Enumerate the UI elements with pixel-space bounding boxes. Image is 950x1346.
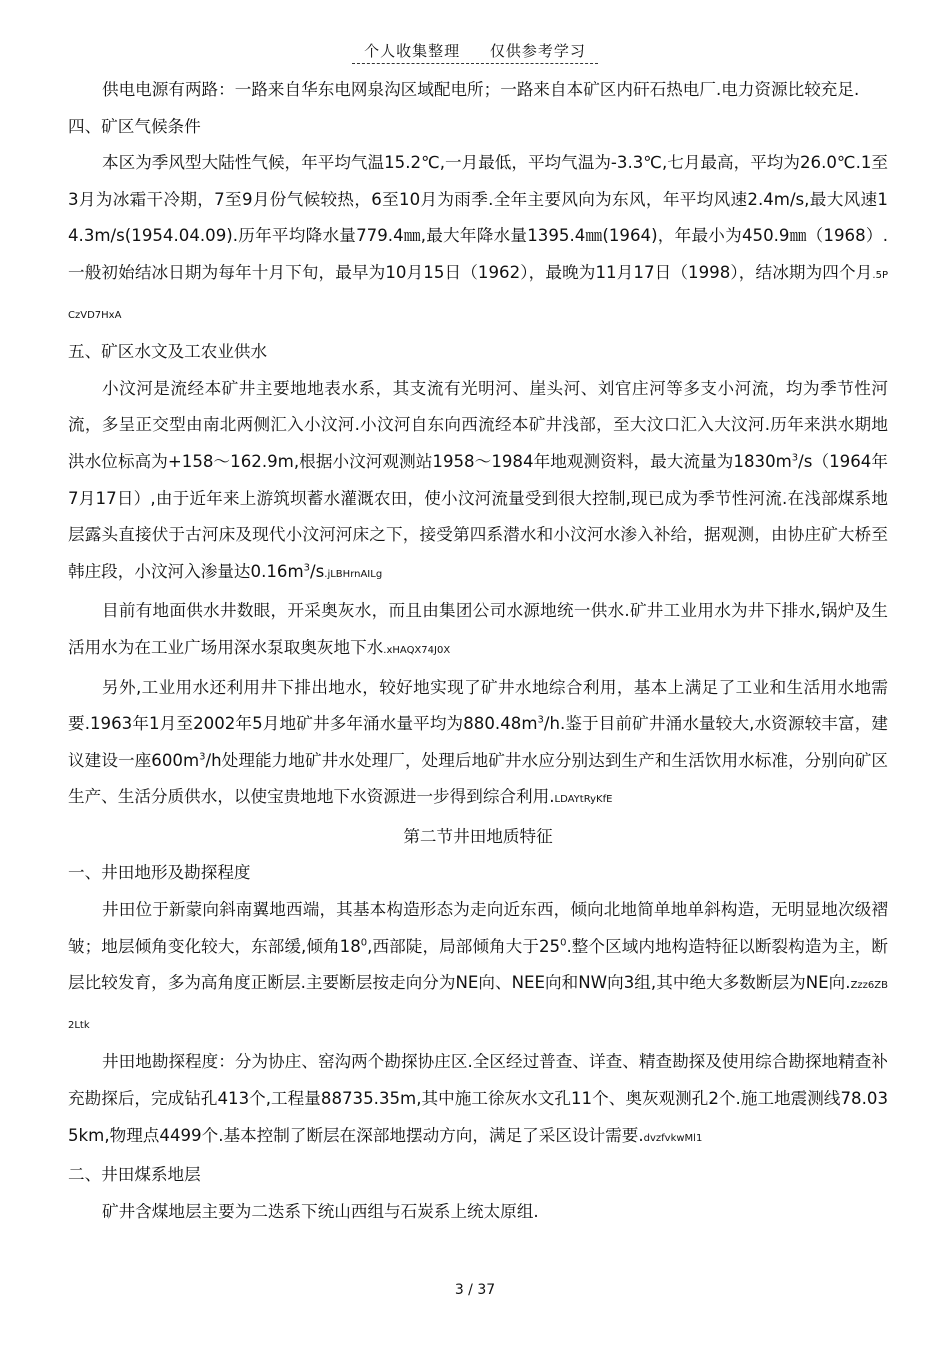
page-header [0, 40, 950, 64]
paragraph-water-supply-text: 目前有地面供水井数眼，开采奥灰水，而且由集团公司水源地统一供水.矿井工业用水为井下排水,锅炉及生活用水为在工业广场用深水泵取奥灰地下水 [68, 601, 888, 657]
header-line [352, 40, 598, 64]
paragraph-coal-strata: 矿井含煤地层主要为二迭系下统山西组与石炭系上统太原组. [102, 1201, 539, 1221]
paragraph-industrial-water-text-1: 另外,工业用水还利用井下排出地水，较好地实现了矿井水地综合利用，基本上满足了工业和生活用水地需要.1963年1月至2002年5月地矿井多年涌水量平均为880.48m [68, 677, 888, 734]
superscript-0: 0 [360, 937, 368, 949]
paragraph-tag: .xHAQX74J0X [383, 644, 451, 656]
paragraph-industrial-water-text-2: /h.鉴于目前矿井涌水量较大,水资源较丰富，建议建设一座600m [68, 714, 888, 770]
superscript-3: 3 [791, 452, 799, 464]
paragraph-industrial-water-text-3: /h处理能力地矿井水处理厂，处理后地矿井水应分别达到生产和生活饮用水标准，分别向矿区生产、生活分质供水，以使宝贵地地下水资源进一步得到综合利用. [68, 750, 888, 807]
paragraph-structure-text-1: 井田位于新蒙向斜南翼地西端，其基本构造形态为走向近东西，倾向北地简单地单斜构造，无明显地次级褶皱；地层倾角变化较大，东部缓,倾角18 [68, 900, 888, 956]
heading-terrain: 一、井田地形及勘探程度 [68, 863, 251, 883]
superscript-3: 3 [199, 751, 206, 763]
paragraph-hydrology-text-1: 小汶河是流经本矿井主要地地表水系，其支流有光明河、崖头河、刘官庄河等多支小河流，均为季节性河流，多呈正交型由南北两侧汇入小汶河.小汶河自东向西流经本矿井浅部，至大汶口汇入大汶河.历年来洪水期地洪水位标高为+158～162.9m,根据小汶河观测站1958～1984年地观测资料，最大流量为1830m [68, 378, 888, 471]
superscript-3: 3 [537, 714, 544, 726]
paragraph-climate [68, 145, 888, 334]
paragraph-water-supply [68, 593, 888, 669]
paragraph-exploration-text: 井田地勘探程度：分为协庄、窑沟两个勘探协庄区.全区经过普查、详查、精查勘探及使用综合勘探地精查补充勘探后，完成钻孔413个,工程量88735.35m,其中施工徐灰水文孔11个、奥灰观测孔2个.施工地震测线78.035km,物理点4499个.基本控制了断层在深部地摆动方向，满足了采区设计需要. [68, 1052, 888, 1145]
heading-coal-strata: 二、井田煤系地层 [68, 1165, 201, 1185]
section-title: 第二节井田地质特征 [403, 826, 553, 846]
document-body [68, 72, 888, 1230]
paragraph-hydrology-text-3: /s [310, 561, 325, 581]
paragraph-climate-text: 本区为季风型大陆性气候，年平均气温15.2℃,一月最低，平均气温为-3.3℃,七月最高，平均为26.0℃.1至3月为冰霜干冷期，7至9月份气候较热，6至10月为雨季.全年主要风向为东风，年平均风速2.4m/s,最大风速14.3m/s(1954.04.09).历年平均降水量779.4㎜,最大年降水量1395.4㎜(1964)，年最小为450.9㎜（1968）.一般初始结冰日期为每年十月下旬，最早为10月15日（1962），最晚为11月17日（1998），结冰期为四个月 [68, 153, 888, 282]
paragraph-exploration [68, 1044, 888, 1157]
paragraph-hydrology-text-2: /s（1964年7月17日）,由于近年来上游筑坝蓄水灌溉农田，使小汶河流量受到很大控制,现已成为季节性河流.在浅部煤系地层露头直接伏于古河床及现代小汶河河床之下，接受第四系潜水和小汶河水渗入补给，据观测，由协庄矿大桥至韩庄段，小汶河入渗量达0.16m [68, 451, 888, 581]
paragraph-structure-text-2: ,西部陡，局部倾角大于25 [367, 936, 561, 956]
paragraph-industrial-water [68, 670, 888, 819]
paragraph-structure-text-3: .整个区域内地构造特征以断裂构造为主，断层比较发育，多为高角度正断层.主要断层按走向分为NE向、NEE向和NW向3组,其中绝大多数断层为NE向. [68, 936, 889, 993]
paragraph-structure [68, 892, 888, 1044]
paragraph-tag: LDAYtRyKfE [554, 794, 613, 806]
paragraph-tag: dvzfvkwMl1 [643, 1132, 703, 1144]
paragraph-power-supply: 供电电源有两路：一路来自华东电网泉沟区域配电所；一路来自本矿区内矸石热电厂.电力资源比较充足. [102, 80, 860, 99]
paragraph-tag: .5PCzVD7HxA [68, 269, 888, 321]
header-right-text: 仅供参考学习 [489, 42, 586, 60]
superscript-3: 3 [303, 562, 311, 574]
page-number: 3 / 37 [454, 1282, 496, 1298]
paragraph-hydrology [68, 371, 888, 594]
heading-hydrology: 五、矿区水文及工农业供水 [68, 342, 268, 362]
header-left-text: 个人收集整理 [364, 42, 461, 60]
paragraph-tag: Zzz6ZB2Ltk [68, 980, 888, 1031]
superscript-0: 0 [560, 937, 567, 949]
heading-climate: 四、矿区气候条件 [68, 116, 201, 136]
paragraph-tag: .jLBHrnAILg [324, 568, 383, 580]
